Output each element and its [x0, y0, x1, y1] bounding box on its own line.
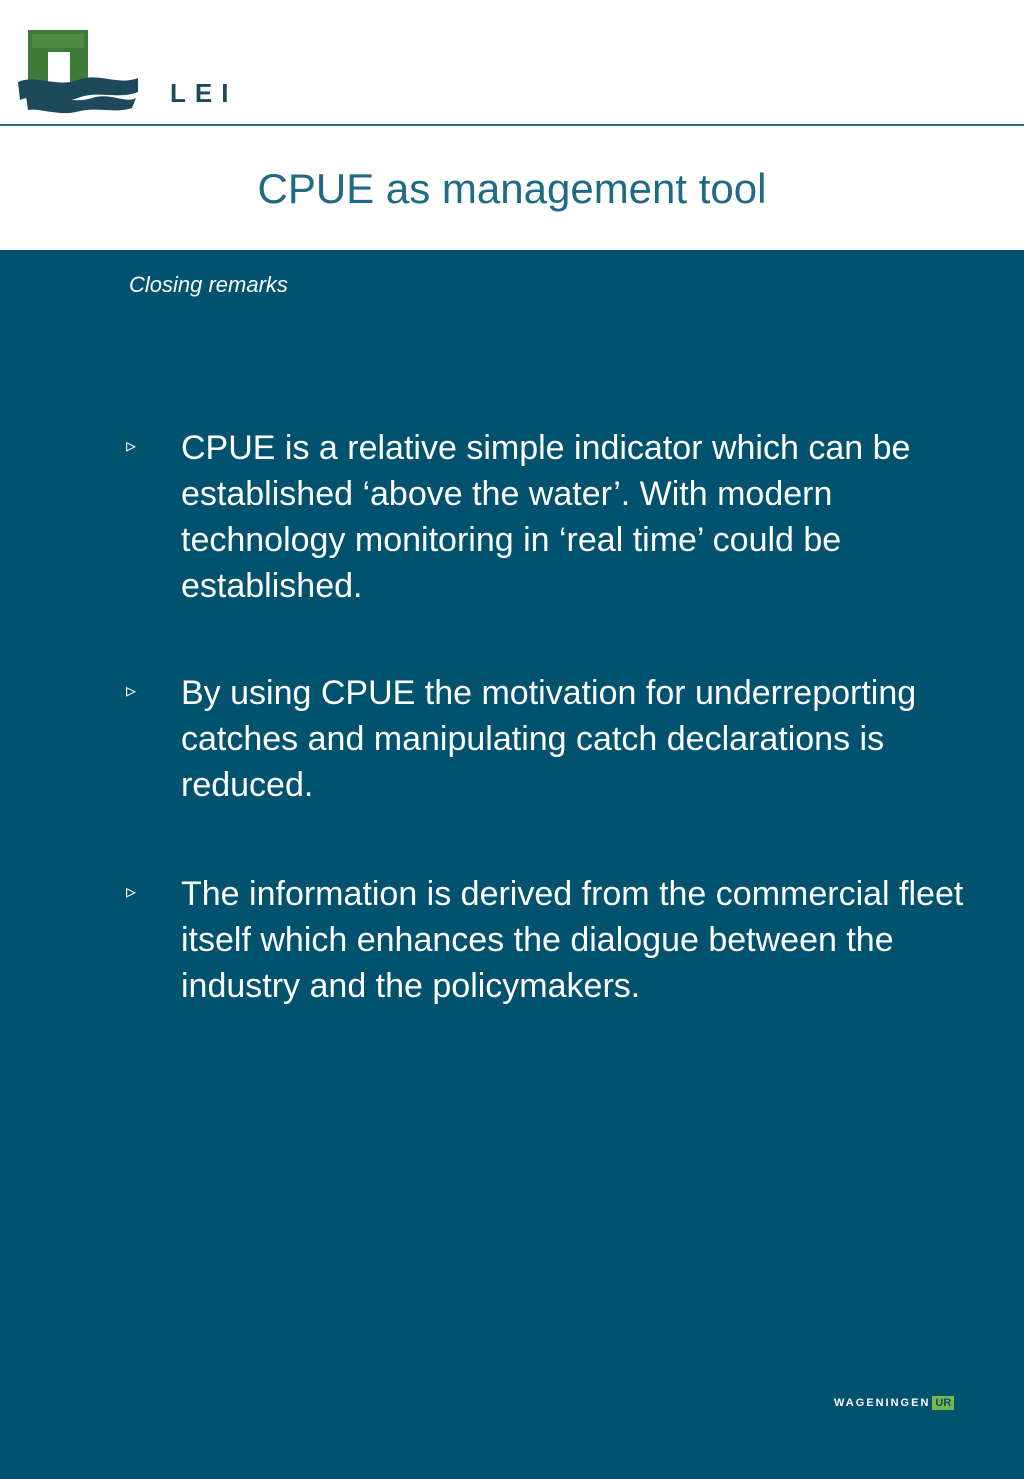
- lei-logo-mark-icon: [18, 26, 158, 116]
- triangle-bullet-icon: ▹: [126, 435, 137, 457]
- slide-header: [0, 0, 1024, 250]
- slide-title: CPUE as management tool: [257, 165, 767, 212]
- triangle-bullet-icon: ▹: [126, 680, 137, 702]
- bullet-text: By using CPUE the motivation for underreporting catches and manipulating catch declarations is reduced.: [181, 674, 917, 804]
- lei-logo: [18, 26, 238, 116]
- header-divider: [0, 124, 1024, 126]
- logo-text: LEI: [170, 78, 238, 108]
- wageningen-ur-logo: [834, 1396, 954, 1410]
- footer-brand-badge: UR: [932, 1396, 954, 1410]
- triangle-bullet-icon: ▹: [126, 881, 137, 903]
- footer-brand-word: WAGENINGEN: [834, 1397, 931, 1409]
- slide-subtitle: Closing remarks: [129, 272, 288, 297]
- bullet-text: The information is derived from the commercial fleet itself which enhances the dialogue between the industry and the policymakers.: [181, 875, 964, 1005]
- slide-body: [0, 250, 1024, 1479]
- bullet-text: CPUE is a relative simple indicator which can be established ‘above the water’. With modern technology monitoring in ‘real time’ could be established.: [181, 429, 911, 605]
